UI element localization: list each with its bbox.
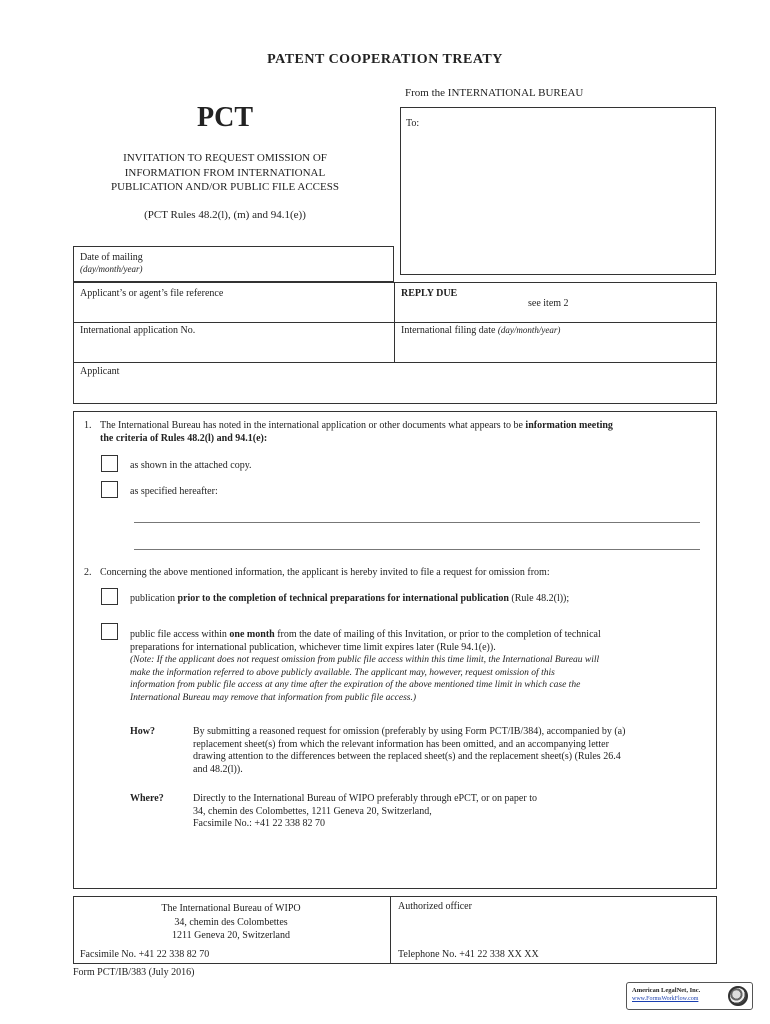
pct-heading: PCT [197,102,253,133]
file-reference-field[interactable]: Applicant’s or agent’s file reference [80,288,224,299]
note-line-4: International Bureau may remove that information from public file access.) [130,692,417,703]
section2-number: 2. [84,567,92,578]
opt2-bold: one month [229,629,275,640]
fields-grid [73,282,717,404]
note-line-3: information from public file access at any time after the expiration of the above mentioned time limit in which case the [130,680,581,690]
see-item-note: see item 2 [528,298,569,309]
how-line-2: replacement sheet(s) from which the relevant information has been omitted, and an accompanying letter [193,738,609,750]
section1-text [100,420,710,445]
address-line-1: The International Bureau of WIPO [161,903,301,914]
grid-divider-2 [73,362,717,363]
opt2-post: from the date of mailing of this Invitation, or prior to the completion of technical [277,629,601,640]
intl-filing-date-field[interactable] [401,325,560,336]
date-format-hint: (day/month/year) [80,264,143,274]
opt2-pre: public file access within [130,629,227,640]
form-identifier: Form PCT/IB/383 (July 2016) [73,967,195,978]
rules-reference: (PCT Rules 48.2(l), (m) and 94.1(e)) [144,209,306,221]
opt2-line2: preparations for international publication, whichever time limit expires later (Rule 94.1(e)). [130,641,496,653]
checkbox-publication[interactable] [101,588,118,605]
form-title-line-3: PUBLICATION AND/OR PUBLIC FILE ACCESS [111,181,339,193]
option-attached-copy: as shown in the attached copy. [130,460,252,471]
checkbox-specified-hereafter[interactable] [101,481,118,498]
address-line-2: 34, chemin des Colombettes [174,916,288,928]
from-label: From the INTERNATIONAL BUREAU [405,87,584,99]
wipo-address [76,902,386,943]
applicant-field[interactable]: Applicant [80,366,120,377]
how-line-1: By submitting a reasoned request for omission (preferably by using Form PCT/IB/384), accompanied by (a) [193,726,626,737]
intl-application-no-field[interactable]: International application No. [80,325,196,336]
grid-divider-1 [73,322,717,323]
where-label: Where? [130,793,164,804]
how-line-4: and 48.2(l)). [193,763,243,775]
reply-due-label: REPLY DUE [401,288,458,299]
form-title-line-2: INFORMATION FROM INTERNATIONAL [124,166,326,179]
option-public-file-access [130,629,712,704]
telephone-number: Telephone No. +41 22 338 XX XX [398,949,539,960]
brand-stamp [626,982,753,1010]
section1-intro: The International Bureau has noted in the international application or other documents what appears to be [100,420,523,431]
filing-date-format-hint: (day/month/year) [497,325,561,335]
treaty-title: PATENT COOPERATION TREATY [267,52,503,67]
where-line-1: Directly to the International Bureau of WIPO preferably through ePCT, or on paper to [193,793,537,804]
where-line-3: Facsimile No.: +41 22 338 82 70 [193,818,326,829]
to-label: To: [406,118,420,129]
intl-filing-date-label: International filing date [401,325,496,336]
date-of-mailing-field[interactable] [73,246,394,282]
facsimile-number: Facsimile No. +41 22 338 82 70 [80,949,210,960]
opt1-bold: prior to the completion of technical preparations for international publication [177,593,509,604]
grid-column-divider [394,282,395,362]
checkbox-attached-copy[interactable] [101,455,118,472]
note-line-2: make the information referred to above publicly available. The applicant may, however, request omission of this [130,667,555,678]
opt1-post: (Rule 48.2(l)); [511,593,570,604]
how-label: How? [130,726,155,737]
globe-icon [728,986,748,1006]
specified-line-2[interactable] [134,549,700,550]
how-text [193,726,713,776]
section2-intro: Concerning the above mentioned information, the applicant is hereby invited to file a request for omission from: [100,567,550,578]
option-publication [130,593,710,606]
option-specified-hereafter: as specified hereafter: [130,486,218,497]
date-of-mailing-label: Date of mailing [80,252,143,263]
form-title-line-1: INVITATION TO REQUEST OMISSION OF [123,152,327,164]
checkbox-public-file-access[interactable] [101,623,118,640]
brand-name: American LegalNet, Inc. [632,987,701,994]
how-line-3: drawing attention to the differences between the replaced sheet(s) and the replacement sheet(s) (Rules 26.4 [193,751,621,762]
authorized-officer-field[interactable]: Authorized officer [398,901,472,912]
where-line-2: 34, chemin des Colombettes, 1211 Geneva 20, Switzerland, [193,805,432,817]
opt1-pre: publication [130,593,175,604]
addressee-box[interactable] [400,107,716,275]
section1-bold-2: the criteria of Rules 48.2(l) and 94.1(e): [100,432,268,444]
section1-number: 1. [84,420,92,431]
where-text [193,793,713,831]
section1-bold-1: information meeting [525,420,613,431]
specified-line-1[interactable] [134,522,700,523]
note-line-1: (Note: If the applicant does not request omission from public file access within this time limit, the International Bureau will [130,655,600,665]
brand-url[interactable]: www.FormsWorkFlow.com [632,996,699,1002]
form-title [60,151,390,195]
address-line-3: 1211 Geneva 20, Switzerland [172,930,290,941]
footer-divider [390,896,391,964]
